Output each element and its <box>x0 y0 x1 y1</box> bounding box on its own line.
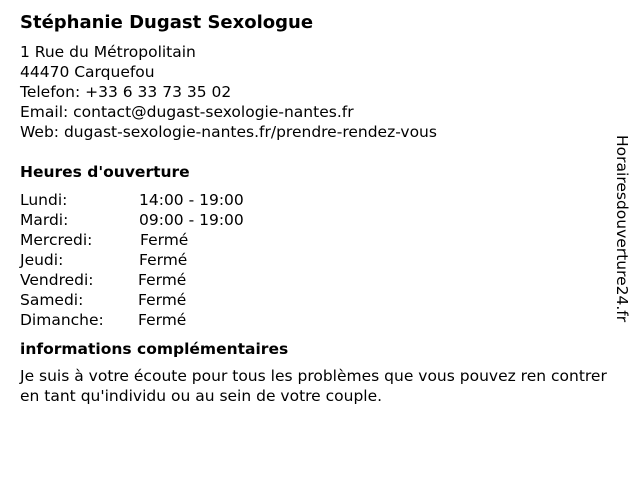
business-name: Stéphanie Dugast Sexologue <box>20 12 314 33</box>
day-hours: 09:00 - 19:00 <box>139 211 244 229</box>
day-label: Samedi: <box>20 291 84 309</box>
hours-row-sunday <box>20 310 620 330</box>
day-hours: Fermé <box>138 291 187 309</box>
day-label: Mercredi: <box>20 231 93 249</box>
day-hours: Fermé <box>138 311 187 329</box>
day-label: Lundi: <box>20 191 68 209</box>
web-line[interactable]: Web: dugast-sexologie-nantes.fr/prendre-rendez-vous <box>20 123 437 141</box>
day-label: Dimanche: <box>20 311 104 329</box>
hours-row-tuesday <box>20 210 620 230</box>
info-heading: informations complémentaires <box>20 340 289 358</box>
phone-line[interactable]: Telefon: +33 6 33 73 35 02 <box>20 83 232 101</box>
hours-row-monday <box>20 190 620 210</box>
hours-row-thursday <box>20 250 620 270</box>
day-hours: Fermé <box>138 271 187 289</box>
day-hours: Fermé <box>139 251 188 269</box>
info-text: Je suis à votre écoute pour tous les problèmes que vous pouvez ren contrer en tant qu'individu ou au sein de votre couple. <box>20 367 607 405</box>
hours-table <box>20 190 620 330</box>
day-label: Mardi: <box>20 211 69 229</box>
hours-row-saturday <box>20 290 620 310</box>
address-line-2: 44470 Carquefou <box>20 63 155 81</box>
hours-row-friday <box>20 270 620 290</box>
side-brand-text[interactable]: Horairesdouverture24.fr <box>613 135 631 323</box>
day-label: Vendredi: <box>20 271 94 289</box>
day-hours: Fermé <box>140 231 189 249</box>
email-line[interactable]: Email: contact@dugast-sexologie-nantes.fr <box>20 103 354 121</box>
hours-heading: Heures d'ouverture <box>20 163 190 181</box>
hours-row-wednesday <box>20 230 620 250</box>
day-label: Jeudi: <box>20 251 64 269</box>
day-hours: 14:00 - 19:00 <box>139 191 244 209</box>
address-line-1: 1 Rue du Métropolitain <box>20 43 196 61</box>
business-card <box>20 10 620 406</box>
